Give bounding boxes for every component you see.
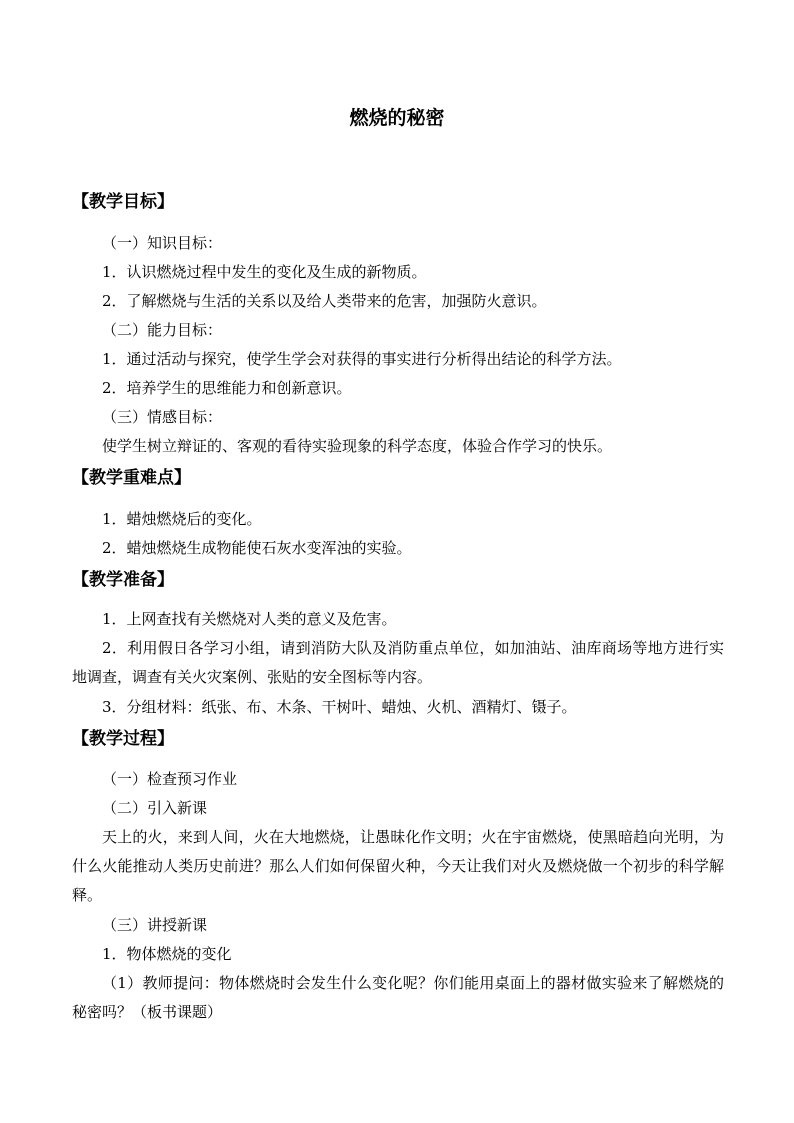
emotion-goal-label: （三）情感目标： <box>102 408 223 426</box>
ability-goal-label: （二）能力目标： <box>102 321 223 339</box>
intro-paragraph: 天上的火，来到人间，火在大地燃烧，让愚昧化作文明；火在宇宙燃烧，使黑暗趋向光明，为什么火能推动人类历史前进？那么人们如何保留火种，今天让我们对火及燃烧做一个初步的科学解释。 <box>72 828 724 904</box>
knowledge-goal-item: 2．了解燃烧与生活的关系以及给人类带来的危害，加强防火意识。 <box>102 292 547 310</box>
teacher-question: （1）教师提问：物体燃烧时会发生什么变化呢？你们能用桌面上的器材做实验来了解燃烧的秘密吗？（板书课题） <box>72 974 724 1021</box>
section-heading-key-points: 【教学重难点】 <box>72 468 191 488</box>
knowledge-goal-label: （一）知识目标： <box>102 234 223 252</box>
process-subheading: 1．物体燃烧的变化 <box>102 945 232 963</box>
preparation-item: 3．分组材料：纸张、布、木条、干树叶、蜡烛、火机、酒精灯、镊子。 <box>102 698 577 716</box>
process-step: （二）引入新课 <box>102 799 208 817</box>
emotion-goal-item: 使学生树立辩证的、客观的看待实验现象的科学态度，体验合作学习的快乐。 <box>102 437 613 455</box>
key-point-item: 2．蜡烛燃烧生成物能使石灰水变浑浊的实验。 <box>102 539 412 557</box>
document-title: 燃烧的秘密 <box>349 107 445 129</box>
ability-goal-item: 1．通过活动与探究，使学生学会对获得的事实进行分析得出结论的科学方法。 <box>102 350 622 368</box>
key-point-item: 1．蜡烛燃烧后的变化。 <box>102 510 262 528</box>
preparation-item: 2．利用假日各学习小组，请到消防大队及消防重点单位，如加油站、油库商场等地方进行实地调查，调查有关火灾案例、张贴的安全图标等内容。 <box>72 639 724 686</box>
preparation-item: 1．上网查找有关燃烧对人类的意义及危害。 <box>102 610 397 628</box>
section-heading-goals: 【教学目标】 <box>72 192 174 212</box>
process-step: （一）检查预习作业 <box>102 770 238 788</box>
section-heading-process: 【教学过程】 <box>72 729 174 749</box>
knowledge-goal-item: 1．认识燃烧过程中发生的变化及生成的新物质。 <box>102 263 427 281</box>
process-step: （三）讲授新课 <box>102 916 208 934</box>
ability-goal-item: 2．培养学生的思维能力和创新意识。 <box>102 379 352 397</box>
section-heading-preparation: 【教学准备】 <box>72 570 174 590</box>
